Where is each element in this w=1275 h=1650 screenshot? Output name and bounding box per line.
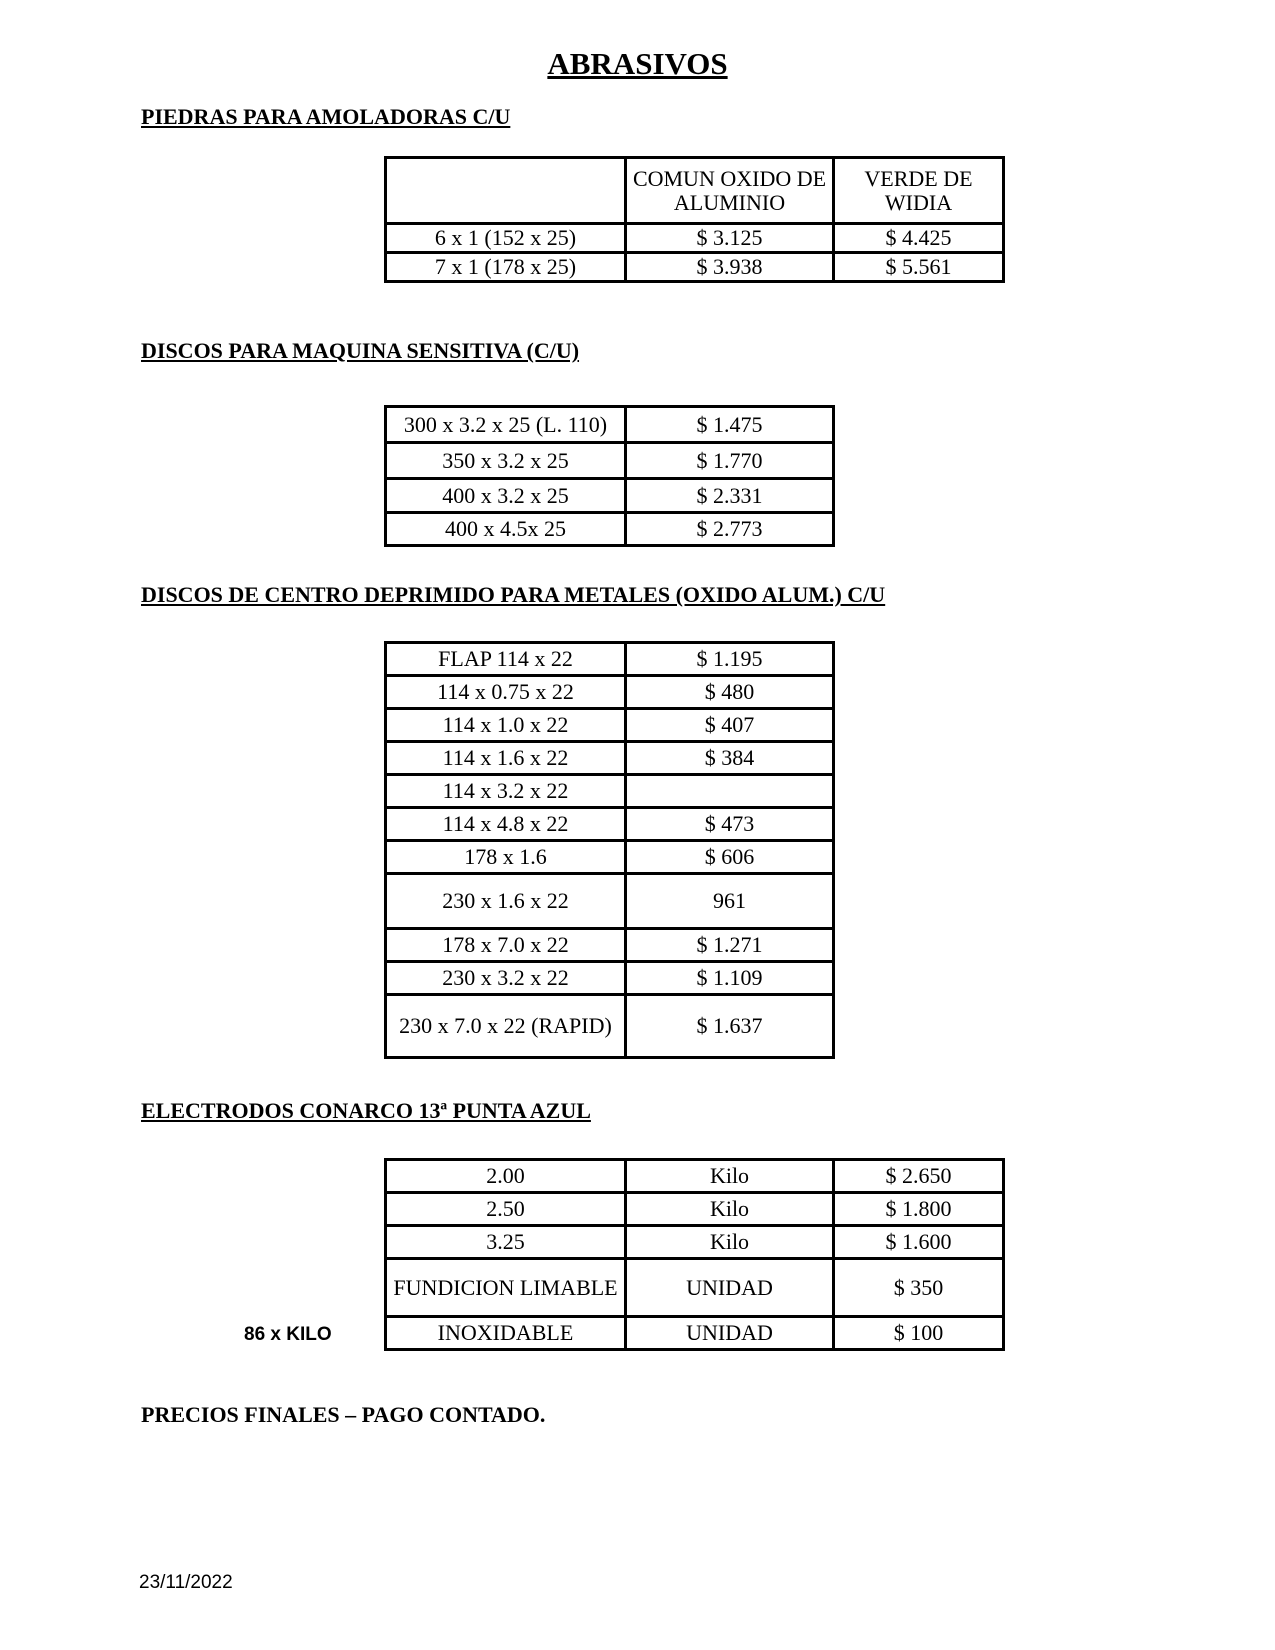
table-row <box>386 643 834 676</box>
table-row <box>386 709 834 742</box>
table-row <box>386 808 834 841</box>
table-row <box>386 1193 1004 1226</box>
table-centro-deprimido <box>384 641 835 1059</box>
size-cell: INOXIDABLE <box>386 1317 626 1350</box>
table-row <box>386 407 834 443</box>
price-cell: $ 1.109 <box>626 962 834 995</box>
price-cell: $ 473 <box>626 808 834 841</box>
price-cell: $ 1.770 <box>626 443 834 479</box>
size-cell: 3.25 <box>386 1226 626 1259</box>
table-row <box>386 929 834 962</box>
table-row <box>386 676 834 709</box>
size-cell: 2.00 <box>386 1160 626 1193</box>
price-cell: $ 350 <box>834 1259 1004 1317</box>
table-row <box>386 443 834 479</box>
size-cell: 230 x 7.0 x 22 (RAPID) <box>386 995 626 1058</box>
size-cell: 230 x 3.2 x 22 <box>386 962 626 995</box>
price-cell: $ 1.271 <box>626 929 834 962</box>
table-row <box>386 995 834 1058</box>
price-cell: $ 1.600 <box>834 1226 1004 1259</box>
size-cell: 114 x 1.0 x 22 <box>386 709 626 742</box>
price-cell: $ 4.425 <box>834 224 1004 253</box>
price-cell: $ 5.561 <box>834 253 1004 282</box>
size-cell: 114 x 3.2 x 22 <box>386 775 626 808</box>
size-cell: 400 x 4.5x 25 <box>386 513 626 546</box>
price-cell: $ 3.125 <box>626 224 834 253</box>
section-heading-centro-deprimido: DISCOS DE CENTRO DEPRIMIDO PARA METALES (OXIDO ALUM.) C/U <box>141 582 886 607</box>
table-row <box>386 742 834 775</box>
unit-cell: Kilo <box>626 1160 834 1193</box>
price-cell: 961 <box>626 874 834 929</box>
table-row <box>386 1259 1004 1317</box>
table-row <box>386 841 834 874</box>
unit-cell: UNIDAD <box>626 1317 834 1350</box>
size-cell: 230 x 1.6 x 22 <box>386 874 626 929</box>
size-cell: FLAP 114 x 22 <box>386 643 626 676</box>
unit-cell: Kilo <box>626 1226 834 1259</box>
table-row <box>386 1317 1004 1350</box>
table-row <box>386 253 1004 282</box>
price-cell: $ 1.637 <box>626 995 834 1058</box>
size-cell: 300 x 3.2 x 25 (L. 110) <box>386 407 626 443</box>
footer-note: PRECIOS FINALES – PAGO CONTADO. <box>141 1402 546 1427</box>
table-piedras <box>384 156 1005 283</box>
size-cell: 178 x 1.6 <box>386 841 626 874</box>
page-title: ABRASIVOS <box>547 46 728 81</box>
table-electrodos <box>384 1158 1005 1351</box>
size-cell: 114 x 0.75 x 22 <box>386 676 626 709</box>
price-cell <box>626 775 834 808</box>
price-cell: $ 480 <box>626 676 834 709</box>
size-cell: 2.50 <box>386 1193 626 1226</box>
size-cell: 7 x 1 (178 x 25) <box>386 253 626 282</box>
section-heading-electrodos: ELECTRODOS CONARCO 13ª PUNTA AZUL <box>141 1098 591 1123</box>
size-cell: 114 x 1.6 x 22 <box>386 742 626 775</box>
section-heading-piedras: PIEDRAS PARA AMOLADORAS C/U <box>141 104 511 129</box>
table-row <box>386 513 834 546</box>
price-cell: $ 1.475 <box>626 407 834 443</box>
price-cell: $ 2.773 <box>626 513 834 546</box>
price-cell: $ 1.195 <box>626 643 834 676</box>
size-cell: 6 x 1 (152 x 25) <box>386 224 626 253</box>
size-cell: 400 x 3.2 x 25 <box>386 479 626 513</box>
table-sensitiva <box>384 405 835 547</box>
table-header-row <box>386 158 1004 224</box>
document-date: 23/11/2022 <box>139 1572 233 1593</box>
size-cell: 114 x 4.8 x 22 <box>386 808 626 841</box>
header-cell-empty <box>386 158 626 224</box>
price-cell: $ 2.650 <box>834 1160 1004 1193</box>
side-note: 86 x KILO <box>244 1324 332 1345</box>
header-cell-comun: COMUN OXIDO DE ALUMINIO <box>626 158 834 224</box>
size-cell: 350 x 3.2 x 25 <box>386 443 626 479</box>
price-cell: $ 384 <box>626 742 834 775</box>
table-row <box>386 775 834 808</box>
table-row <box>386 1226 1004 1259</box>
price-cell: $ 1.800 <box>834 1193 1004 1226</box>
header-cell-verde: VERDE DE WIDIA <box>834 158 1004 224</box>
unit-cell: Kilo <box>626 1193 834 1226</box>
price-cell: $ 100 <box>834 1317 1004 1350</box>
price-cell: $ 2.331 <box>626 479 834 513</box>
table-row <box>386 874 834 929</box>
section-heading-sensitiva: DISCOS PARA MAQUINA SENSITIVA (C/U) <box>141 338 580 363</box>
size-cell: FUNDICION LIMABLE <box>386 1259 626 1317</box>
table-row <box>386 962 834 995</box>
price-cell: $ 606 <box>626 841 834 874</box>
price-cell: $ 407 <box>626 709 834 742</box>
table-row <box>386 1160 1004 1193</box>
unit-cell: UNIDAD <box>626 1259 834 1317</box>
table-row <box>386 479 834 513</box>
table-row <box>386 224 1004 253</box>
price-cell: $ 3.938 <box>626 253 834 282</box>
size-cell: 178 x 7.0 x 22 <box>386 929 626 962</box>
